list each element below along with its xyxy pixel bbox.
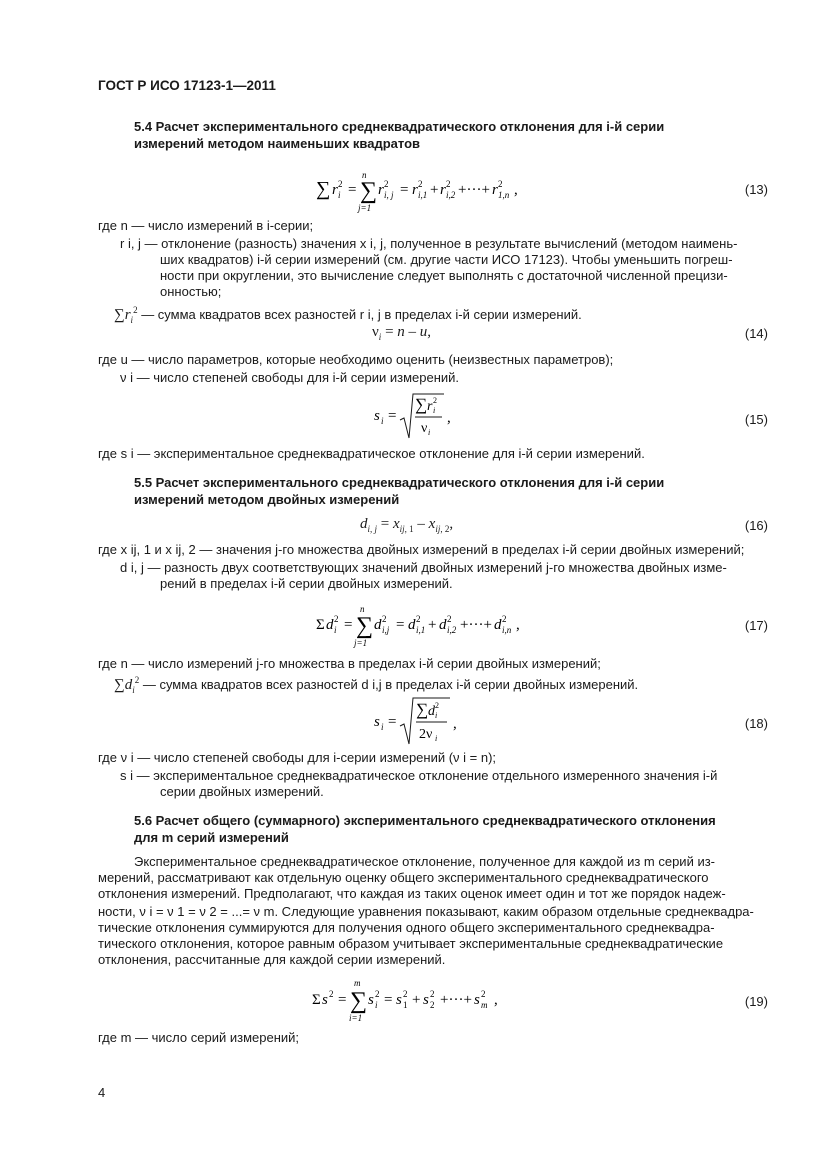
svg-text:∑: ∑ [415, 395, 428, 414]
svg-text:i: i [428, 428, 431, 437]
where-line: где n — число измерений j-го множества в пределах i-й серии двойных измерений; [98, 656, 601, 671]
where-line-text: — сумма квадратов всех разностей r i, j в пределах i-й серии измерений. [141, 307, 582, 322]
svg-text:+: + [430, 182, 439, 198]
where-line: ν i — число степеней свободы для i-й серии измерений. [120, 370, 460, 385]
svg-text:=: = [396, 617, 405, 633]
svg-text:=: = [388, 714, 397, 730]
paragraph-line: Экспериментальное среднеквадратическое отклонение, полученное для каждой из m серий из- [134, 854, 715, 869]
where-line: онностью; [160, 284, 222, 299]
section-title-line: измерений методом двойных измерений [134, 492, 400, 507]
svg-text:=: = [400, 182, 409, 198]
svg-text:∑: ∑ [316, 178, 331, 200]
where-line: где m — число серий измерений; [98, 1030, 300, 1045]
svg-text:n: n [362, 170, 367, 180]
svg-text:m: m [354, 978, 361, 988]
where-line: где u — число параметров, которые необходимо оценить (неизвестных параметров); [98, 352, 614, 367]
svg-text:d: d [494, 617, 502, 633]
svg-text:r: r [412, 182, 418, 198]
svg-text:2: 2 [447, 614, 452, 624]
svg-text:2: 2 [502, 614, 507, 624]
equation-number: (18) [744, 716, 768, 731]
svg-text:i,j: i,j [382, 625, 390, 635]
svg-text:∑: ∑ [356, 613, 374, 639]
svg-text:,: , [516, 617, 520, 633]
svg-text:n: n [360, 604, 365, 614]
svg-text:i: i [435, 711, 438, 720]
document-header: ГОСТ Р ИСО 17123-1—2011 [98, 78, 276, 93]
svg-text:r: r [440, 182, 446, 198]
svg-text:=: = [388, 408, 397, 424]
where-line: r i, j — отклонение (разность) значения x i, j, полученное в результате вычислений (методом наимень- [120, 236, 738, 251]
paragraph-line: тического отклонения, которое равным образом учитывает экспериментальные среднеквадратические [98, 936, 724, 951]
where-line: серии двойных измерений. [160, 784, 324, 799]
svg-text:+···+: +···+ [458, 182, 490, 198]
svg-text:s: s [374, 408, 380, 424]
svg-text:2: 2 [416, 614, 421, 624]
svg-text:2: 2 [375, 989, 380, 999]
section-title-line: 5.5 Расчет экспериментального среднеквадратического отклонения для i-й серии [134, 475, 665, 490]
svg-text:ν: ν [421, 421, 428, 436]
where-line: s i — экспериментальное среднеквадратическое отклонение отдельного измеренного значения i-й [120, 768, 718, 783]
svg-text:j=1: j=1 [354, 638, 368, 648]
svg-text:i: i [375, 1000, 378, 1010]
svg-text:s: s [368, 992, 374, 1008]
paragraph-line: отклонения, рассчитанные для каждой серии измерений. [98, 952, 446, 967]
equation-16: $d_{i, j} = x_{ij, 1} - x_{ij, 2}$, [360, 516, 454, 534]
paragraph-line: мерений, рассматривают как отдельную оценку общего экспериментального среднеквадратического [98, 870, 709, 885]
svg-text:2: 2 [430, 1000, 435, 1010]
svg-text:i, j: i, j [384, 190, 394, 200]
svg-text:2: 2 [418, 179, 423, 189]
svg-text:2ν: 2ν [419, 727, 433, 742]
where-line: где x ij, 1 и x ij, 2 — значения j-го множества двойных измерений в пределах i-й серии двойных измерений; [98, 542, 745, 557]
paragraph-line: отклонения измерений. Предполагают, что каждая из таких оценок имеет один и тот же порядок надеж- [98, 886, 726, 901]
section-5-6-title [134, 812, 774, 846]
equation-number: (15) [744, 412, 768, 427]
paragraph-line: ности, ν i = ν 1 = ν 2 = ...= ν m. Следующие уравнения показывают, каким образом отдельные среднеквадра- [98, 904, 754, 919]
section-title-line: 5.4 Расчет экспериментального среднеквадратического отклонения для i-й серии [134, 119, 665, 134]
equation-number: (14) [744, 326, 768, 341]
svg-text:,: , [453, 716, 457, 732]
svg-text:2: 2 [433, 396, 437, 405]
where-line: d i, j — разность двух соответствующих значений двойных измерений j-го множества двойных изме- [120, 560, 727, 575]
svg-text:i,1: i,1 [416, 625, 426, 635]
svg-text:i,2: i,2 [447, 625, 457, 635]
where-line: рений в пределах i-й серии двойных измерений. [160, 576, 453, 591]
svg-text:2: 2 [481, 989, 486, 999]
svg-text:=: = [384, 992, 393, 1008]
svg-text:=: = [338, 992, 347, 1008]
svg-text:m: m [481, 1000, 488, 1010]
svg-text:i=1: i=1 [349, 1013, 363, 1023]
svg-text:+···+: +···+ [460, 617, 492, 633]
svg-text:,: , [447, 410, 451, 426]
paragraph-line: тические отклонения суммируются для получения одного общего экспериментального среднеквадра- [98, 920, 715, 935]
equation-14: $\nu_i = n - u$, [372, 324, 432, 342]
svg-text:2: 2 [329, 989, 334, 999]
where-line [114, 302, 582, 328]
svg-text:∑: ∑ [350, 988, 368, 1014]
svg-text:2: 2 [435, 701, 439, 710]
svg-text:2: 2 [498, 179, 503, 189]
svg-text:+···+: +···+ [440, 992, 472, 1008]
svg-text:=: = [344, 617, 353, 633]
svg-text:s: s [322, 992, 328, 1008]
sum-r-squared-symbol: $\sum r_i^2$ [114, 305, 138, 325]
section-title-line: для m серий измерений [134, 830, 289, 845]
section-title-line: измерений методом наименьших квадратов [134, 136, 421, 151]
svg-text:d: d [439, 617, 447, 633]
svg-text:2: 2 [338, 179, 343, 189]
svg-text:∑: ∑ [360, 178, 378, 204]
page-number: 4 [98, 1085, 106, 1100]
svg-text:i: i [334, 625, 337, 635]
svg-text:d: d [428, 704, 435, 719]
svg-text:i: i [338, 190, 341, 200]
equation-number: (13) [744, 182, 768, 197]
svg-text:,: , [514, 182, 518, 198]
svg-text:r: r [378, 182, 384, 198]
equation-number: (16) [744, 518, 768, 533]
svg-text:∑: ∑ [416, 700, 429, 719]
svg-text:2: 2 [430, 989, 435, 999]
svg-text:r: r [427, 399, 433, 414]
equation-number: (19) [744, 994, 768, 1009]
svg-text:d: d [326, 617, 334, 633]
where-line: ших квадратов) i-й серии измерений (см. другие части ИСО 17123). Чтобы уменьшить погреш- [160, 252, 733, 267]
svg-text:i,1: i,1 [418, 190, 428, 200]
svg-text:Σ: Σ [312, 992, 321, 1008]
where-line: где n — число измерений в i-серии; [98, 218, 314, 233]
svg-text:+: + [412, 992, 421, 1008]
svg-text:i,n: i,n [502, 625, 512, 635]
sum-d-squared-symbol: $\sum d_i^2$ [114, 675, 140, 695]
section-5-4-title [134, 118, 734, 152]
section-5-5-title [134, 474, 734, 508]
svg-text:+: + [428, 617, 437, 633]
svg-text:2: 2 [382, 614, 387, 624]
svg-text:s: s [474, 992, 480, 1008]
svg-text:=: = [348, 182, 357, 198]
equation-number: (17) [744, 618, 768, 633]
svg-text:d: d [374, 617, 382, 633]
svg-text:d: d [408, 617, 416, 633]
where-line: где s i — экспериментальное среднеквадратическое отклонение для i-й серии измерений. [98, 446, 645, 461]
svg-text:,: , [494, 992, 498, 1008]
svg-text:r: r [332, 182, 338, 198]
svg-text:i: i [381, 416, 384, 426]
svg-text:2: 2 [446, 179, 451, 189]
svg-text:r: r [492, 182, 498, 198]
svg-text:s: s [396, 992, 402, 1008]
where-line: ности при округлении, это вычисление следует выполнять с достаточной численной прецизи- [160, 268, 728, 283]
svg-text:i: i [381, 722, 384, 732]
svg-text:Σ: Σ [316, 617, 325, 633]
svg-text:1: 1 [403, 1000, 408, 1010]
section-title-line: 5.6 Расчет общего (суммарного) экспериментального среднеквадратического отклонения [134, 813, 716, 828]
svg-text:2: 2 [334, 614, 339, 624]
svg-text:2: 2 [384, 179, 389, 189]
svg-text:2: 2 [403, 989, 408, 999]
svg-text:s: s [423, 992, 429, 1008]
svg-text:j=1: j=1 [358, 203, 372, 213]
svg-text:s: s [374, 714, 380, 730]
where-line: где ν i — число степеней свободы для i-серии измерений (ν i = n); [98, 750, 497, 765]
svg-text:i: i [435, 734, 438, 743]
svg-text:i: i [433, 406, 436, 415]
where-line-text: — сумма квадратов всех разностей d i,j в пределах i-й серии двойных измерений. [142, 677, 639, 692]
svg-text:i,2: i,2 [446, 190, 456, 200]
svg-text:1,n: 1,n [498, 190, 510, 200]
